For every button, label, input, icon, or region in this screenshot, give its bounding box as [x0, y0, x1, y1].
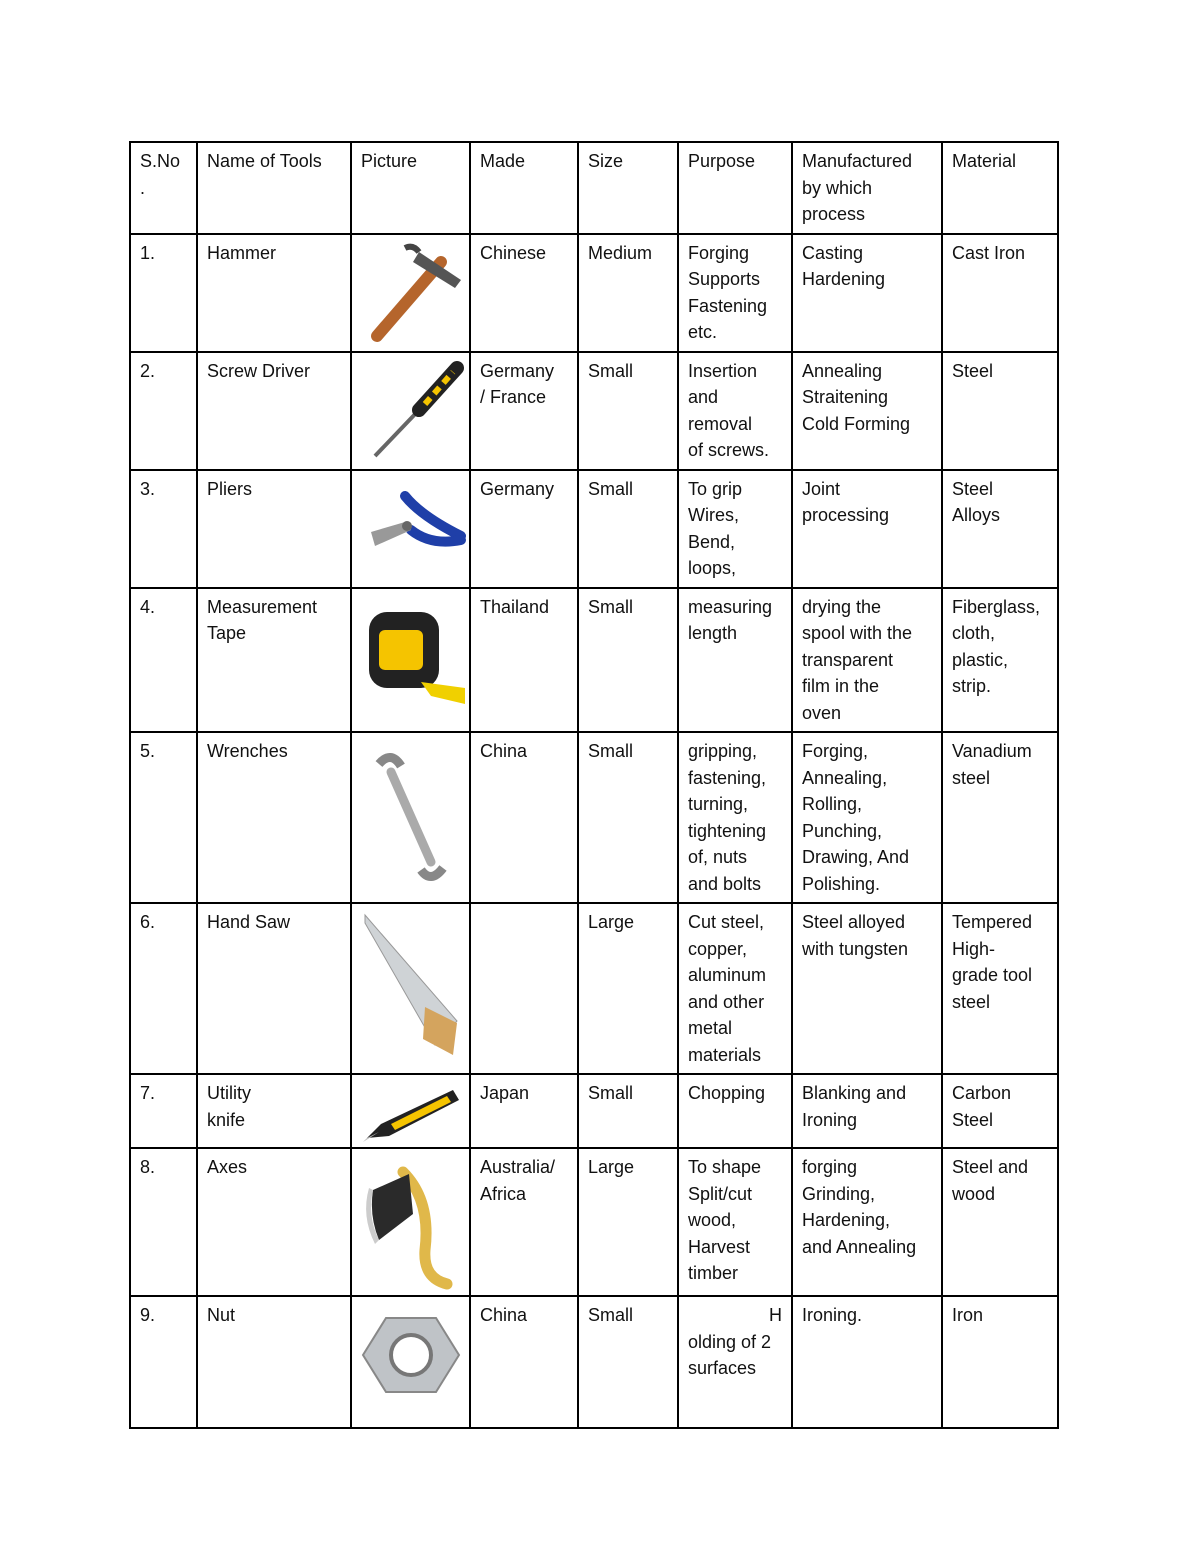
cell-material: Carbon Steel	[942, 1074, 1058, 1148]
header-size: Size	[578, 142, 678, 234]
header-sno: S.No .	[130, 142, 197, 234]
cell-size: Medium	[578, 234, 678, 352]
table-row	[130, 588, 1058, 733]
cell-name: Measurement Tape	[197, 588, 351, 733]
cell-purpose: gripping, fastening, turning, tightening of, nuts and bolts	[678, 732, 792, 903]
wrench-icon	[361, 752, 461, 882]
cell-size: Small	[578, 470, 678, 588]
cell-material: Steel	[942, 352, 1058, 470]
cell-purpose: measuring length	[678, 588, 792, 733]
cell-material: Tempered High- grade tool steel	[942, 903, 1058, 1074]
cell-made: Germany / France	[470, 352, 578, 470]
cell-process: drying the spool with the transparent film in the oven	[792, 588, 942, 733]
header-process: Manufactured by which process	[792, 142, 942, 234]
cell-process: Steel alloyed with tungsten	[792, 903, 942, 1074]
cell-made: Germany	[470, 470, 578, 588]
cell-sno: 7.	[130, 1074, 197, 1148]
cell-sno: 8.	[130, 1148, 197, 1296]
cell-name: Axes	[197, 1148, 351, 1296]
cell-made: Australia/ Africa	[470, 1148, 578, 1296]
cell-purpose-rest: olding of 2 surfaces	[688, 1331, 772, 1378]
cell-size: Small	[578, 732, 678, 903]
cell-sno: 3.	[130, 470, 197, 588]
tools-table	[129, 141, 1059, 1429]
cell-made: Thailand	[470, 588, 578, 733]
cell-material: Steel and wood	[942, 1148, 1058, 1296]
cell-material: Cast Iron	[942, 234, 1058, 352]
cell-purpose-first-letter: H	[769, 1305, 782, 1325]
header-material: Material	[942, 142, 1058, 234]
cell-made: China	[470, 732, 578, 903]
cell-picture	[351, 352, 470, 470]
cell-purpose: Chopping	[678, 1074, 792, 1148]
utility-knife-icon	[361, 1080, 465, 1142]
cell-picture	[351, 1296, 470, 1428]
cell-made: Japan	[470, 1074, 578, 1148]
cell-purpose: To grip Wires, Bend, loops,	[678, 470, 792, 588]
hammer-icon	[361, 240, 470, 344]
cell-process: Ironing.	[792, 1296, 942, 1428]
cell-material: Steel Alloys	[942, 470, 1058, 588]
table-row	[130, 1074, 1058, 1148]
cell-purpose: Forging Supports Fastening etc.	[678, 234, 792, 352]
cell-sno: 4.	[130, 588, 197, 733]
table-row	[130, 352, 1058, 470]
cell-name: Pliers	[197, 470, 351, 588]
table-row	[130, 903, 1058, 1074]
cell-process: Annealing Straitening Cold Forming	[792, 352, 942, 470]
tape-measure-icon	[361, 604, 470, 724]
header-name: Name of Tools	[197, 142, 351, 234]
cell-picture	[351, 470, 470, 588]
cell-material: Vanadium steel	[942, 732, 1058, 903]
cell-purpose: To shape Split/cut wood, Harvest timber	[678, 1148, 792, 1296]
cell-process: Blanking and Ironing	[792, 1074, 942, 1148]
cell-process: forging Grinding, Hardening, and Annealing	[792, 1148, 942, 1296]
table-row	[130, 1296, 1058, 1428]
cell-sno: 6.	[130, 903, 197, 1074]
cell-material: Fiberglass, cloth, plastic, strip.	[942, 588, 1058, 733]
cell-purpose: Insertion and removal of screws.	[678, 352, 792, 470]
cell-purpose: Cut steel, copper, aluminum and other metal materials	[678, 903, 792, 1074]
cell-process: Joint processing	[792, 470, 942, 588]
table-row	[130, 470, 1058, 588]
cell-name: Screw Driver	[197, 352, 351, 470]
cell-name: Utility knife	[197, 1074, 351, 1148]
cell-sno: 9.	[130, 1296, 197, 1428]
cell-size: Large	[578, 1148, 678, 1296]
cell-purpose	[678, 1296, 792, 1428]
cell-picture	[351, 1074, 470, 1148]
hex-nut-icon	[361, 1310, 461, 1400]
cell-name: Wrenches	[197, 732, 351, 903]
cell-name: Hand Saw	[197, 903, 351, 1074]
cell-made: Chinese	[470, 234, 578, 352]
hand-saw-icon	[361, 911, 465, 1057]
cell-name: Nut	[197, 1296, 351, 1428]
cell-size: Large	[578, 903, 678, 1074]
cell-sno: 2.	[130, 352, 197, 470]
screwdriver-icon	[361, 358, 470, 462]
cell-size: Small	[578, 588, 678, 733]
cell-size: Small	[578, 1296, 678, 1428]
cell-name: Hammer	[197, 234, 351, 352]
cell-size: Small	[578, 352, 678, 470]
header-purpose: Purpose	[678, 142, 792, 234]
cell-made: China	[470, 1296, 578, 1428]
cell-picture	[351, 903, 470, 1074]
header-made: Made	[470, 142, 578, 234]
cell-picture	[351, 1148, 470, 1296]
cell-process: Forging, Annealing, Rolling, Punching, Drawing, And Polishing.	[792, 732, 942, 903]
cell-picture	[351, 234, 470, 352]
cell-made	[470, 903, 578, 1074]
pliers-icon	[361, 476, 470, 582]
cell-sno: 1.	[130, 234, 197, 352]
cell-sno: 5.	[130, 732, 197, 903]
cell-picture	[351, 588, 470, 733]
cell-size: Small	[578, 1074, 678, 1148]
header-picture: Picture	[351, 142, 470, 234]
table-row	[130, 1148, 1058, 1296]
table-row	[130, 732, 1058, 903]
header-row	[130, 142, 1058, 234]
axe-icon	[361, 1160, 461, 1290]
table-row	[130, 234, 1058, 352]
cell-process: Casting Hardening	[792, 234, 942, 352]
cell-picture	[351, 732, 470, 903]
cell-material: Iron	[942, 1296, 1058, 1428]
